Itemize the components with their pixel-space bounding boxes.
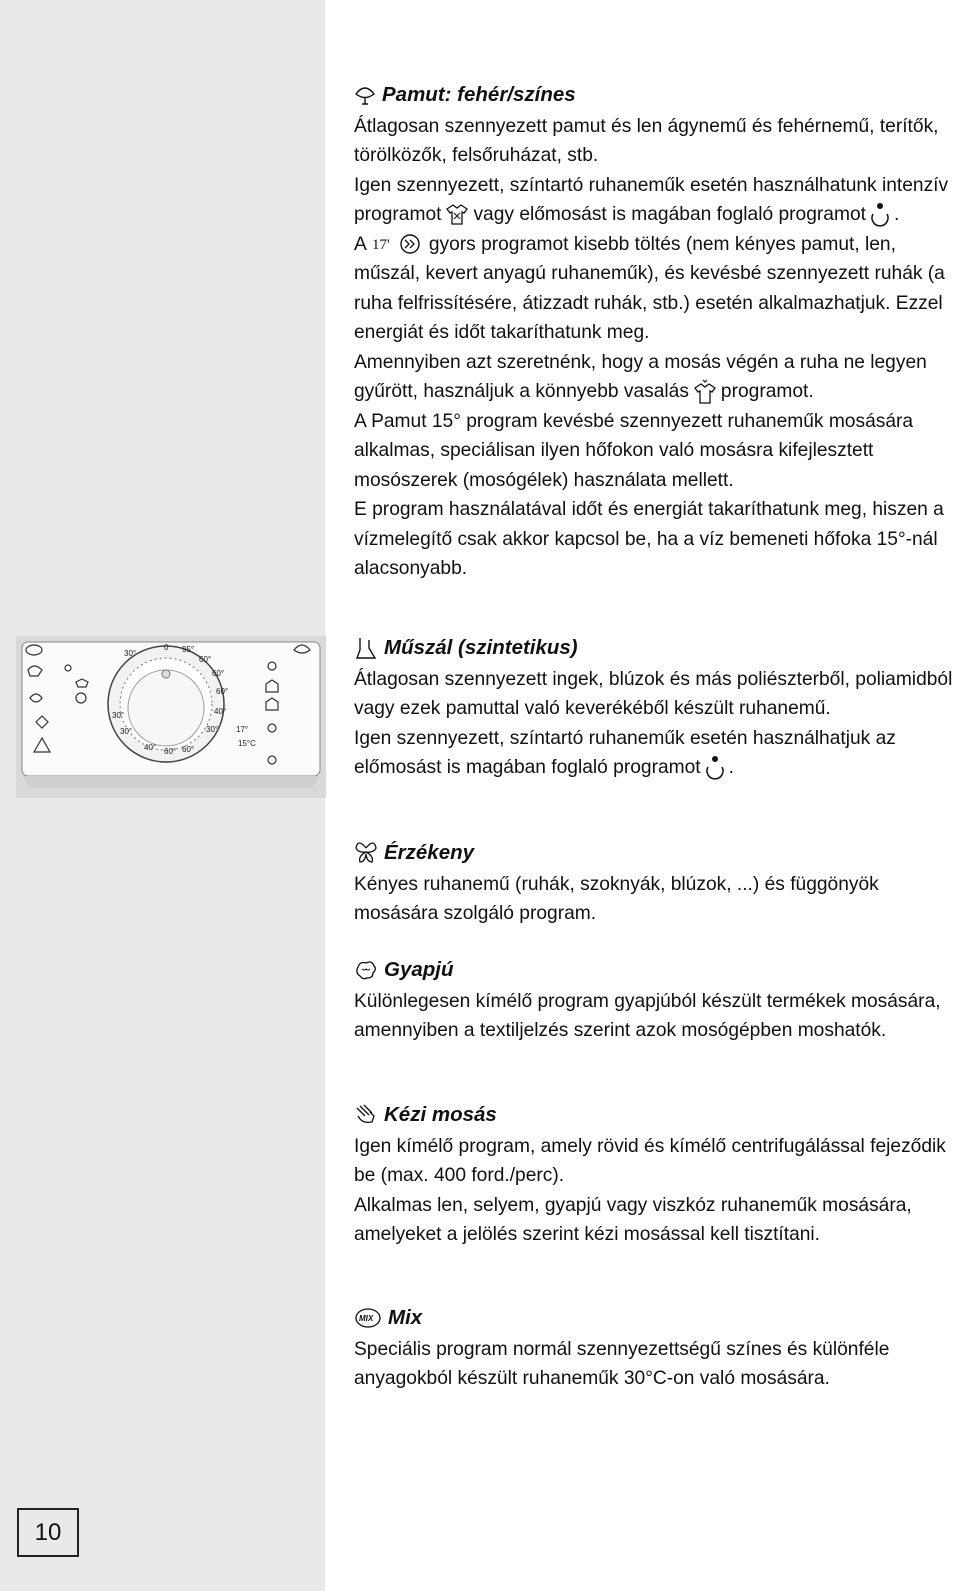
section-title: Gyapjú: [384, 958, 454, 981]
page-number: 10: [17, 1508, 79, 1557]
paragraph: Átlagosan szennyezett ingek, blúzok és más poliészterből, poliamidból vagy ezek pamuttal való keverékéből készült ruhanemű.: [354, 668, 953, 719]
dial-temp-label: 0: [164, 643, 169, 652]
intensive-shirt-icon: [444, 203, 470, 227]
section-title: Érzékeny: [384, 841, 475, 864]
paragraph: Igen szennyezett, színtartó ruhaneműk esetén használhatjuk az előmosást is magában foglaló programot .: [354, 724, 959, 783]
dial-temp-label: 30°: [124, 649, 137, 658]
paragraph: Speciális program normál szennyezettségű színes és különféle anyagokból készült ruhaneműk 30°C-on való mosására.: [354, 1338, 890, 1389]
section-cotton: [354, 80, 959, 584]
section-synthetic: [354, 633, 959, 783]
butterfly-icon: [354, 842, 378, 864]
dial-temp-label: 60°: [216, 687, 229, 696]
dial-temp-label: 60°: [182, 745, 195, 754]
paragraph: Igen szennyezett, színtartó ruhaneműk esetén használhatunk intenzív programot vagy előmosást is magában foglaló programot .: [354, 171, 959, 230]
paragraph: Átlagosan szennyezett pamut és len ágynemű és fehérnemű, terítők, törölközők, felsőruházat, stb.: [354, 115, 939, 166]
section-mix: [354, 1303, 959, 1394]
paragraph: Kényes ruhanemű (ruhák, szoknyák, blúzok, ...) és függönyök mosására szolgáló program.: [354, 873, 879, 924]
section-heading: [354, 633, 959, 663]
dial-temp-label: 30°: [206, 725, 219, 734]
section-heading: [354, 955, 959, 985]
section-title: Pamut: fehér/színes: [382, 83, 576, 106]
paragraph: E program használatával időt és energiát takaríthatunk meg, hiszen a vízmelegítő csak akkor kapcsol be, ha a víz bemeneti hőfoka 15°-nál alacsonyabb.: [354, 499, 944, 579]
svg-text:MIX: MIX: [359, 1313, 374, 1323]
section-heading: [354, 80, 959, 110]
section-title: Kézi mosás: [384, 1103, 497, 1126]
quick-17-icon: [370, 233, 426, 255]
dial-temp-label: 40°: [144, 743, 157, 752]
prewash-icon: [869, 202, 891, 228]
cotton-icon: [354, 84, 376, 106]
paragraph: A 17' gyors programot kisebb töltés (nem kényes pamut, len, műszál, kevert anyagú ruhaneműk), és kevésbé szennyezett ruhák (a ruha felfrissítésére, átizzadt ruhák, stb.) esetén alkalmazhatjuk. Ezzel energiát és időt takaríthatunk meg.: [354, 233, 945, 343]
paragraph: Különlegesen kímélő program gyapjúból készült termékek mosására, amennyiben a textiljelzés szerint azok mosógépben moshatók.: [354, 990, 941, 1041]
paragraph: A Pamut 15° program kevésbé szennyezett ruhaneműk mosására alkalmas, speciálisan ilyen hőfokon való mosásra kifejlesztett mosószerek (mosógélek) használata mellett.: [354, 410, 914, 491]
dial-temp-label: 30°: [112, 711, 125, 720]
section-hand-wash: [354, 1100, 959, 1250]
wool-icon: [354, 959, 378, 981]
synthetic-icon: [354, 636, 378, 660]
dial-label-17: 17°: [236, 725, 249, 734]
dial-temp-label: 40°: [214, 707, 227, 716]
section-wool: [354, 955, 959, 1046]
hand-wash-icon: [354, 1104, 378, 1126]
paragraph: Alkalmas len, selyem, gyapjú vagy viszkóz ruhaneműk mosására, amelyeket a jelölés szerint kézi mosással kell tisztítani.: [354, 1194, 912, 1245]
dial-temp-label: 30°: [120, 727, 133, 736]
dial-temp-label: 60°: [199, 655, 212, 664]
prewash-icon: [704, 755, 726, 781]
section-title: Mix: [388, 1306, 423, 1329]
section-heading: [354, 1100, 959, 1130]
control-panel-illustration: [16, 636, 326, 798]
section-delicate: [354, 838, 959, 929]
dial-temp-label: 95°: [182, 645, 195, 654]
dial-label-15c: 15°C: [238, 739, 256, 748]
paragraph: Igen kímélő program, amely rövid és kímélő centrifugálással fejeződik be (max. 400 ford./perc).: [354, 1135, 946, 1186]
section-heading: [354, 838, 959, 868]
paragraph: Amennyiben azt szeretnénk, hogy a mosás végén a ruha ne legyen gyűrött, használjuk a könnyebb vasalás programot.: [354, 348, 959, 407]
section-heading: [354, 1303, 959, 1333]
dial-temp-label: 60°: [212, 669, 225, 678]
section-title: Műszál (szintetikus): [384, 636, 578, 659]
dial-temp-label: 60°: [164, 747, 177, 756]
easy-iron-icon: [692, 379, 718, 405]
svg-text:17': 17': [371, 237, 390, 254]
mix-icon: [354, 1307, 382, 1329]
